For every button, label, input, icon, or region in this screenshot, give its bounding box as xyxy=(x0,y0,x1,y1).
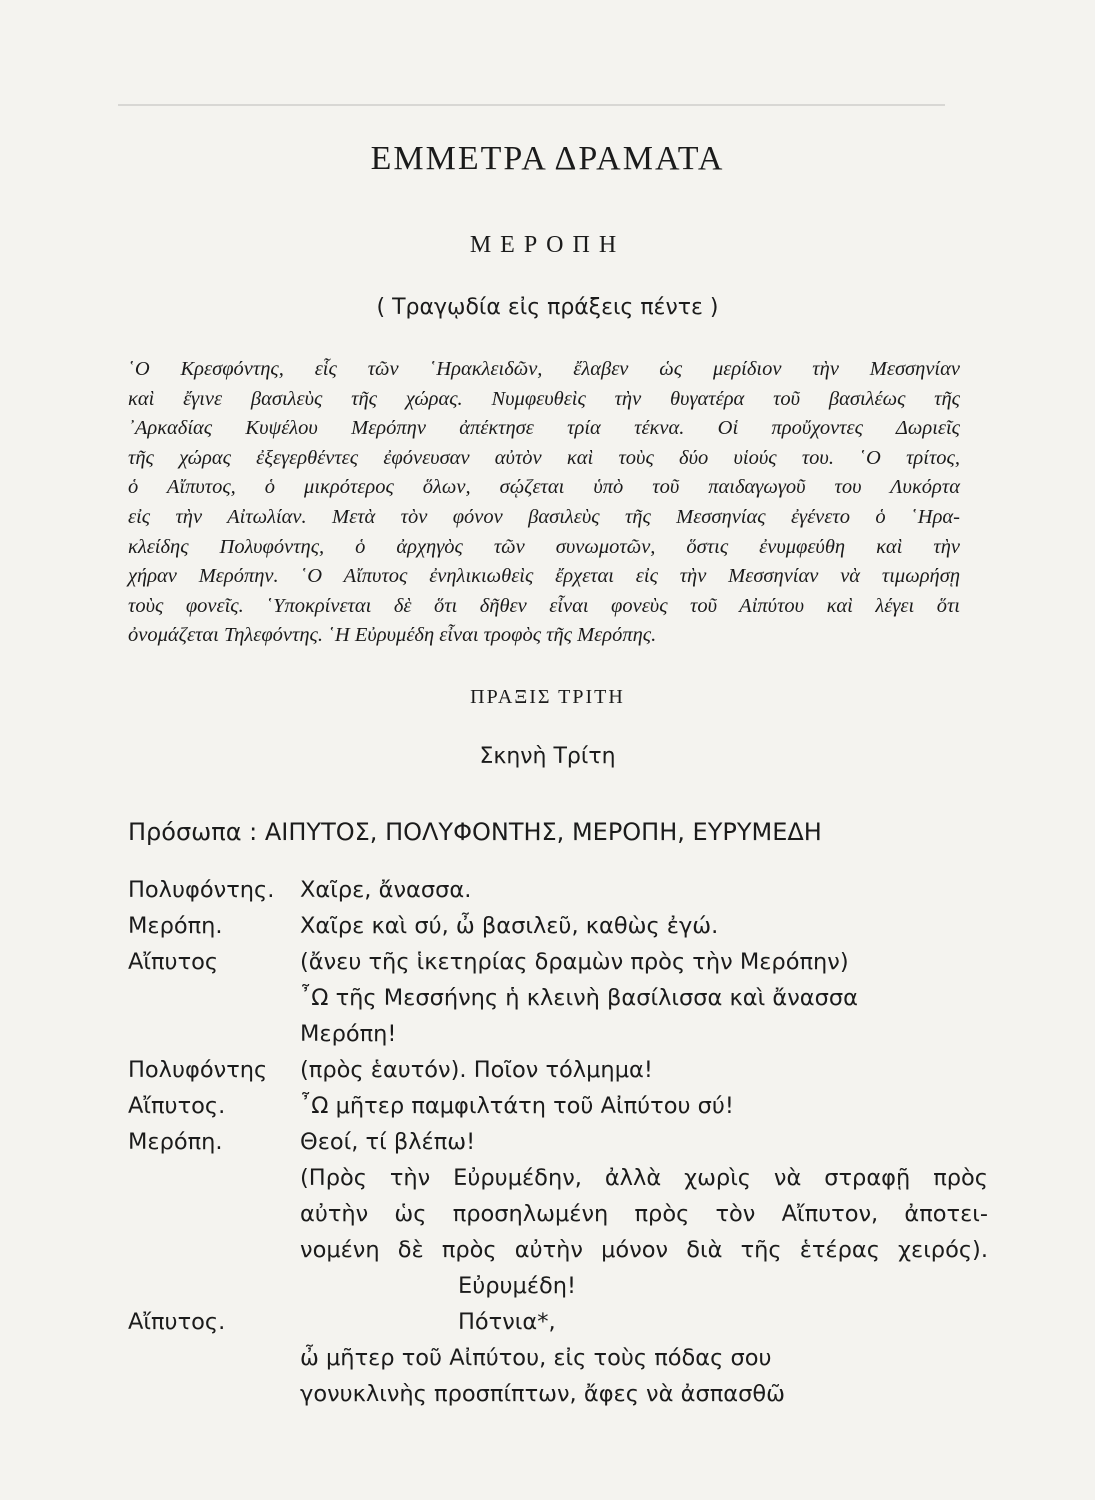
speaker xyxy=(128,1160,300,1196)
dialogue-row xyxy=(128,1052,988,1088)
dialogue xyxy=(128,872,988,1412)
dialogue-line: αὐτὴν ὡς προσηλωμένη πρὸς τὸν Αἴπυτον, ἀποτει- xyxy=(300,1201,988,1227)
dramatis-personae: Πρόσωπα : ΑΙΠΥΤΟΣ, ΠΟΛΥΦΟΝΤΗΣ, ΜΕΡΟΠΗ, ΕΥΡΥΜΕΔΗ xyxy=(128,818,822,846)
speaker xyxy=(128,1376,300,1412)
dialogue-row xyxy=(128,1160,988,1196)
dialogue-row xyxy=(128,872,988,908)
play-title: ΜΕΡΟΠΗ xyxy=(469,232,626,258)
dialogue-line: Χαῖρε, ἄνασσα. xyxy=(300,877,472,903)
act-heading: ΠΡΑΞΙΣ ΤΡΙΤΗ xyxy=(470,686,625,708)
speaker: Μερόπη. xyxy=(128,913,223,939)
dialogue-row xyxy=(128,944,988,980)
synopsis-line: καὶ ἔγινε βασιλεὺς τῆς χώρας. Νυμφευθεὶς τὴν θυγατέρα τοῦ βασιλέως τῆς xyxy=(128,387,960,410)
speaker xyxy=(128,1232,300,1268)
speaker: Αἴπυτος. xyxy=(128,1309,226,1335)
speaker: Μερόπη. xyxy=(128,1129,223,1155)
synopsis-line: ᾿Αρκαδίας Κυψέλου Μερόπην ἀπέκτησε τρία τέκνα. Οἱ προὔχοντες Δωριεῖς xyxy=(128,417,960,440)
synopsis-line: κλείδης Πολυφόντης, ὁ ἀρχηγὸς τῶν συνωμοτῶν, ὅστις ἐνυμφεύθη καὶ τὴν xyxy=(128,535,960,558)
dialogue-line: Χαῖρε καὶ σύ, ὦ βασιλεῦ, καθὼς ἐγώ. xyxy=(300,913,719,939)
dialogue-row xyxy=(128,908,988,944)
dialogue-line: Θεοί, τί βλέπω! xyxy=(300,1129,476,1155)
synopsis-line: τοὺς φονεῖς. ῾Υποκρίνεται δὲ ὅτι δῆθεν εἶναι φονεὺς τοῦ Αἰπύτου καὶ λέγει ὅτι xyxy=(128,594,960,617)
speaker xyxy=(128,980,300,1016)
synopsis-line: εἰς τὴν Αἰτωλίαν. Μετὰ τὸν φόνον βασιλεὺς τῆς Μεσσηνίας ἐγένετο ὁ ῾Ηρα- xyxy=(128,505,960,528)
dialogue-line: (ἄνευ τῆς ἱκετηρίας δραμὼν πρὸς τὴν Μερόπην) xyxy=(300,949,849,975)
bleed-through-header-rule xyxy=(118,104,945,106)
dialogue-line: γονυκλινὴς προσπίπτων, ἄφες νὰ ἀσπασθῶ xyxy=(300,1381,785,1407)
speaker: Πολυφόντης. xyxy=(128,877,275,903)
dialogue-row xyxy=(128,1088,988,1124)
page-title: ΕΜΜΕΤΡΑ ΔΡΑΜΑΤΑ xyxy=(370,140,725,177)
speaker: Πολυφόντης xyxy=(128,1057,268,1083)
dialogue-row xyxy=(128,1016,988,1052)
synopsis-line: ὀνομάζεται Τηλεφόντης. ῾Η Εὐρυμέδη εἶναι τροφὸς τῆς Μερόπης. xyxy=(128,624,657,647)
dialogue-row xyxy=(128,1268,988,1304)
dialogue-row xyxy=(128,1196,988,1232)
dialogue-line: Εὐρυμέδη! xyxy=(458,1273,577,1299)
synopsis-line: τῆς χώρας ἐξεγερθέντες ἐφόνευσαν αὐτὸν καὶ τοὺς δύο υἱούς του. ῾Ο τρίτος, xyxy=(128,446,960,469)
speaker: Αἴπυτος xyxy=(128,949,219,975)
dialogue-row xyxy=(128,1124,988,1160)
speaker: Αἴπυτος. xyxy=(128,1093,226,1119)
dialogue-line: ῏Ω μῆτερ παμφιλτάτη τοῦ Αἰπύτου σύ! xyxy=(300,1093,734,1119)
dialogue-row xyxy=(128,1376,988,1412)
dialogue-line: ῏Ω τῆς Μεσσήνης ἡ κλεινὴ βασίλισσα καὶ ἄνασσα xyxy=(300,985,858,1011)
speaker xyxy=(128,1196,300,1232)
dialogue-line: (Πρὸς τὴν Εὐρυμέδην, ἀλλὰ χωρὶς νὰ στραφῇ πρὸς xyxy=(300,1165,988,1191)
dialogue-line: Μερόπη! xyxy=(300,1021,397,1047)
synopsis-line: χήραν Μερόπην. ῾Ο Αἴπυτος ἐνηλικιωθεὶς ἔρχεται εἰς τὴν Μεσσηνίαν νὰ τιμωρήσῃ xyxy=(128,565,960,588)
scene-heading: Σκηνὴ Τρίτη xyxy=(479,744,616,769)
dialogue-row xyxy=(128,1304,988,1340)
dialogue-line: νομένη δὲ πρὸς αὐτὴν μόνον διὰ τῆς ἑτέρας χειρός). xyxy=(300,1237,988,1263)
dialogue-line: ὦ μῆτερ τοῦ Αἰπύτου, εἰς τοὺς πόδας σου xyxy=(300,1345,772,1371)
genre-line: ( Τραγῳδία εἰς πράξεις πέντε ) xyxy=(376,295,719,320)
synopsis-line: ῾Ο Κρεσφόντης, εἷς τῶν ῾Ηρακλειδῶν, ἔλαβεν ὡς μερίδιον τὴν Μεσσηνίαν xyxy=(128,358,960,380)
speaker xyxy=(128,1268,300,1304)
synopsis-line: ὁ Αἴπυτος, ὁ μικρότερος ὅλων, σῴζεται ὑπὸ τοῦ παιδαγωγοῦ του Λυκόρτα xyxy=(128,476,960,499)
synopsis xyxy=(128,355,960,651)
dialogue-line: Πότνια*, xyxy=(458,1309,556,1335)
speaker xyxy=(128,1016,300,1052)
speaker xyxy=(128,1340,300,1376)
dialogue-row xyxy=(128,1232,988,1268)
dialogue-line: (πρὸς ἑαυτόν). Ποῖον τόλμημα! xyxy=(300,1057,653,1083)
dialogue-row xyxy=(128,1340,988,1376)
dialogue-row xyxy=(128,980,988,1016)
